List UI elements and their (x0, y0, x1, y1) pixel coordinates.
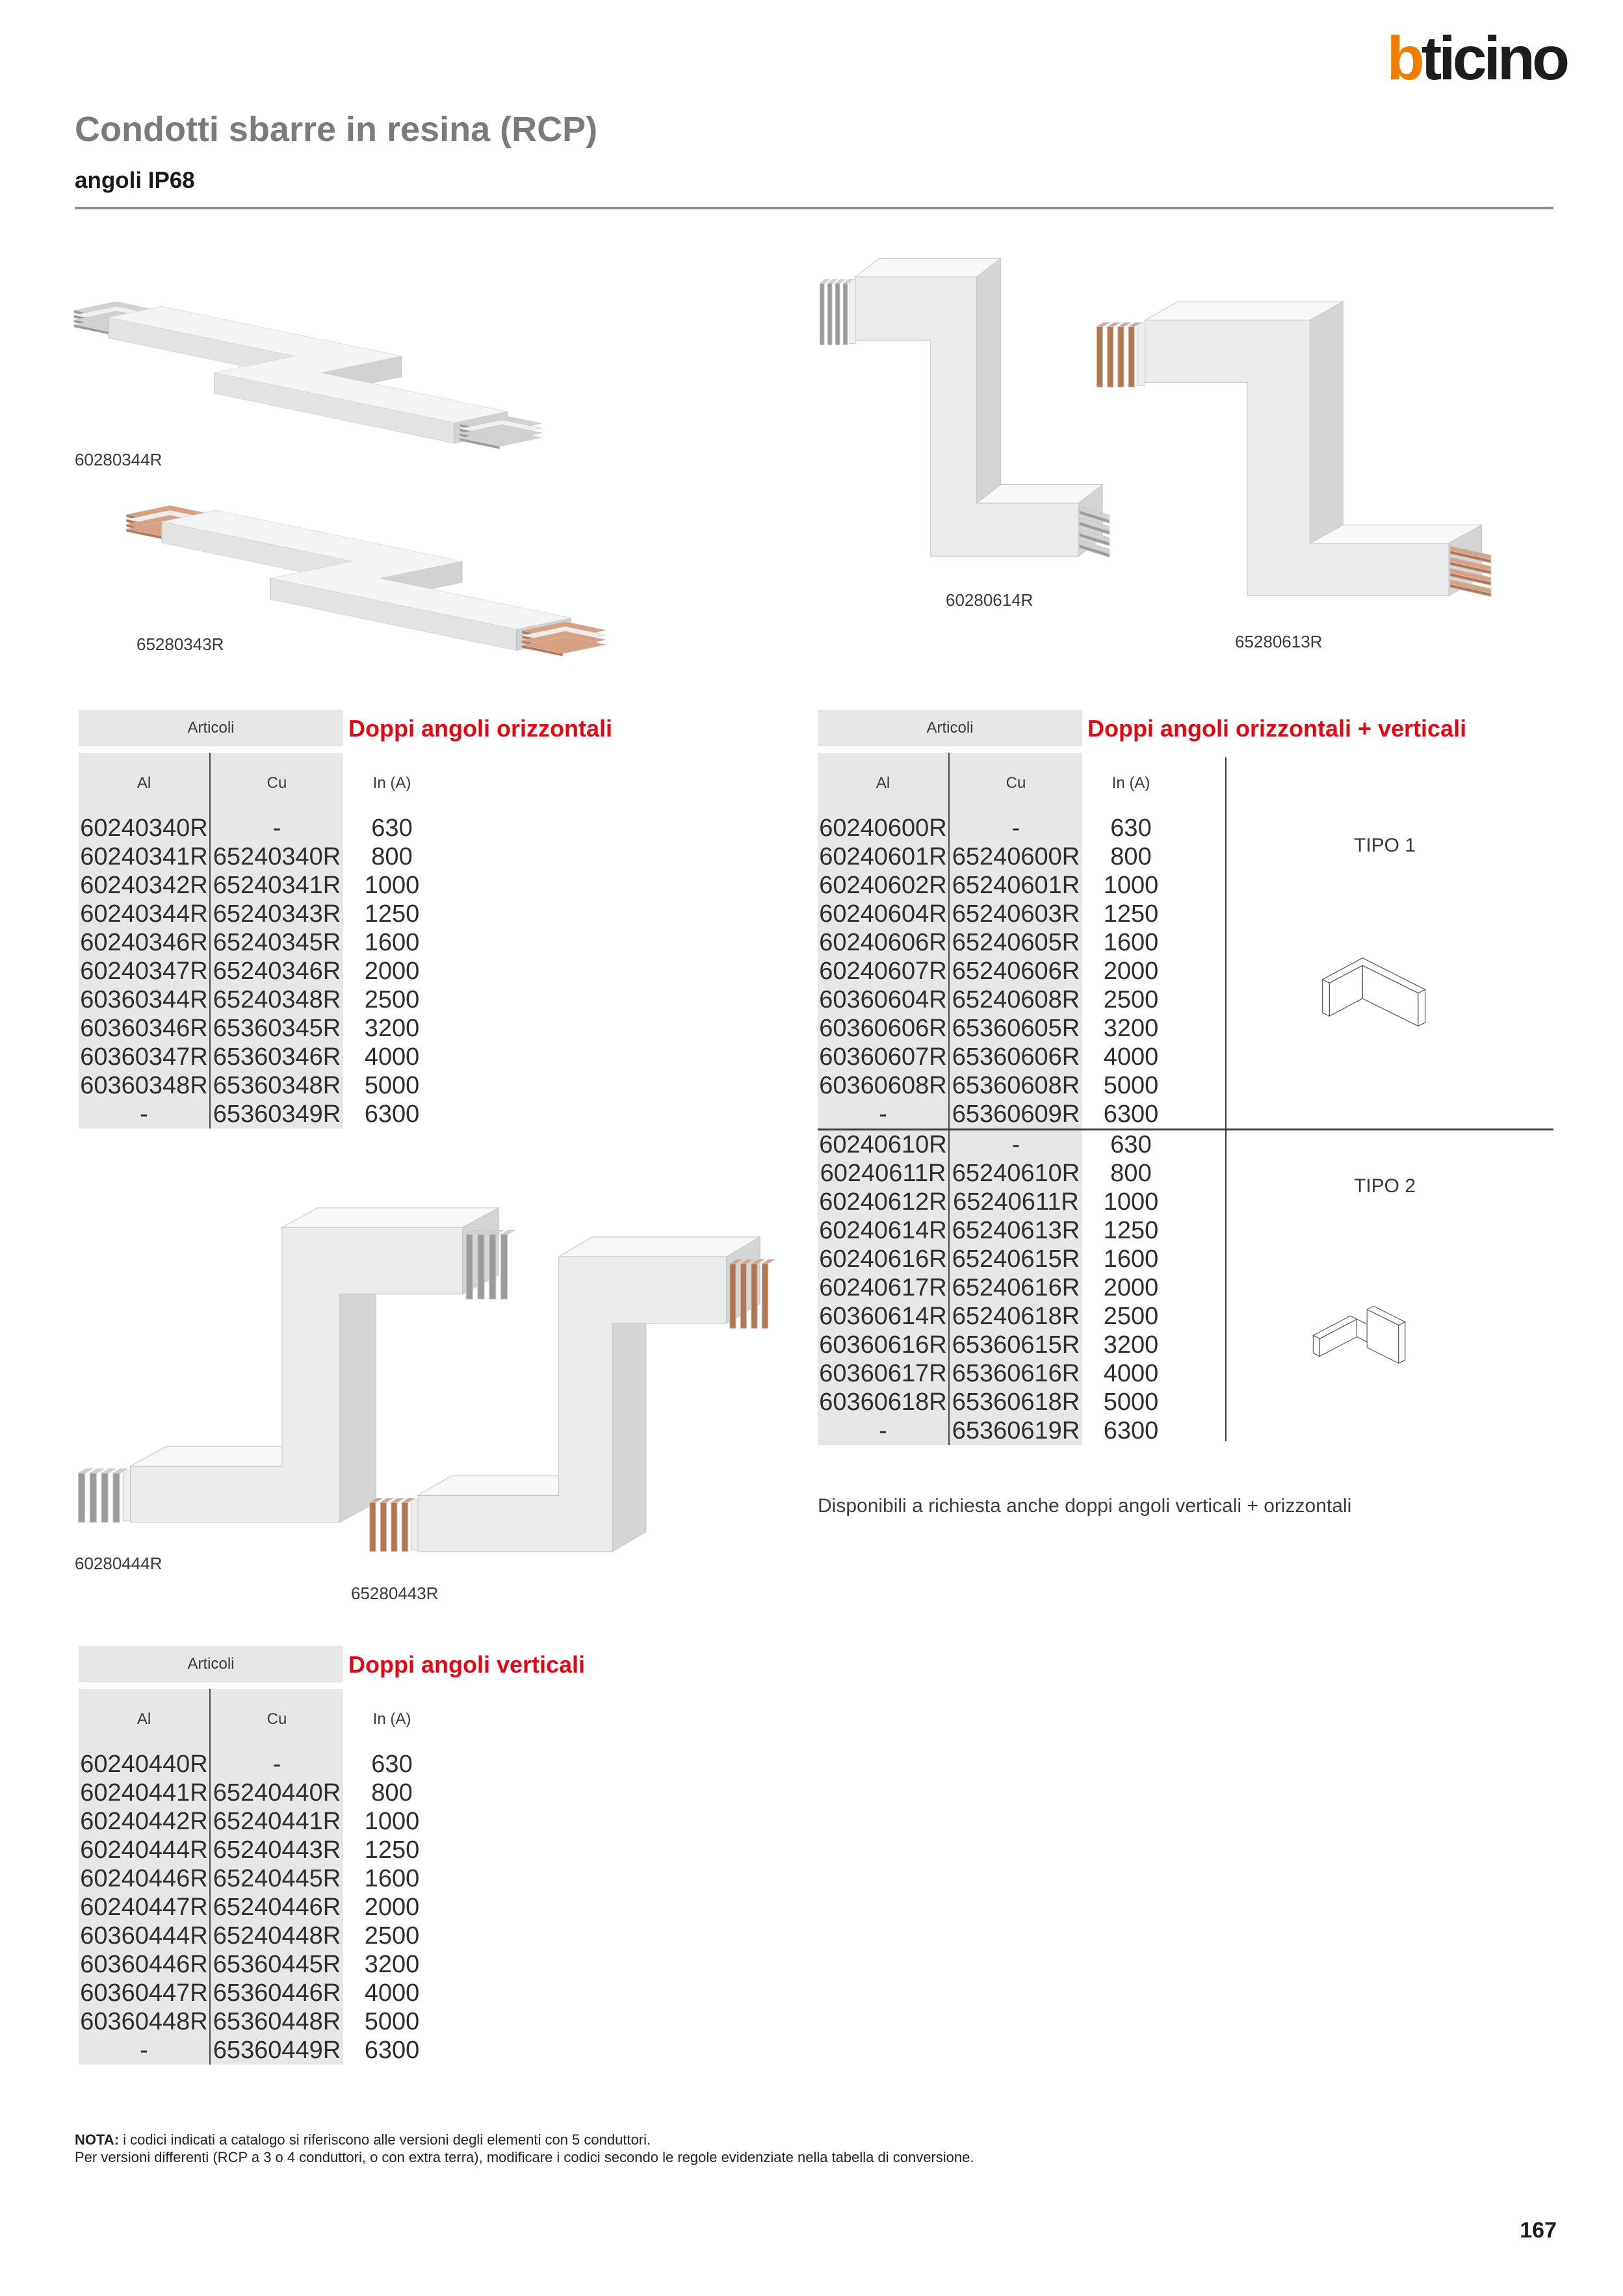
tipo1-label: TIPO 1 (1354, 835, 1416, 856)
product-code: 65280443R (351, 1584, 439, 1603)
table-cell: 630 (371, 1751, 413, 1778)
busbar-image (62, 283, 569, 453)
table-row (818, 871, 1180, 900)
table-cell: 3200 (1103, 1331, 1159, 1359)
articoli-label: Articoli (926, 719, 974, 737)
column-header-cu: Cu (950, 753, 1082, 814)
table-cell: 65360449R (211, 2036, 343, 2065)
table-cell: 65240616R (950, 1273, 1082, 1302)
table-grid (79, 753, 441, 1128)
header-divider (75, 207, 1553, 209)
table-cell: 65240606R (950, 957, 1082, 985)
table-doppi-angoli-orizzontali-verticali (818, 710, 1467, 1517)
table-cell: - (818, 1416, 950, 1445)
table-row (818, 1331, 1180, 1359)
table-cell: 60240600R (818, 814, 950, 842)
product-code: 60280444R (75, 1554, 162, 1573)
table-row (79, 871, 441, 900)
table-cell: 60360606R (818, 1014, 950, 1043)
table-cell: 4000 (364, 1979, 420, 2007)
table-cell: 65240603R (950, 900, 1082, 928)
table-cell: 65240341R (211, 871, 343, 900)
table-row (79, 985, 441, 1014)
table-row (79, 928, 441, 957)
table-row (818, 814, 1180, 842)
table-cell: 800 (1110, 843, 1152, 870)
table-cell: 65360609R (950, 1100, 1082, 1128)
table-cell: 65240611R (950, 1188, 1082, 1216)
table-cell: 65240448R (211, 1922, 343, 1950)
busbar-vertical-cu-photo (354, 1229, 777, 1580)
table-cell: 5000 (1103, 1389, 1159, 1416)
table-row (818, 957, 1180, 985)
table-cell: 60360607R (818, 1043, 950, 1071)
table-cell: 65240440R (211, 1779, 343, 1807)
table-cell: 65240605R (950, 928, 1082, 957)
note-text-1: i codici indicati a catalogo si riferiscono alle versioni degli elementi con 5 conduttori. (119, 2132, 651, 2148)
table-cell: 65360608R (950, 1071, 1082, 1100)
table-row (818, 1014, 1180, 1043)
table-cell: 60240341R (79, 842, 211, 871)
table-row (79, 1043, 441, 1071)
table-cell: - (211, 1750, 343, 1779)
table-row (818, 1159, 1180, 1188)
table-cell: 2500 (1103, 1303, 1159, 1330)
table-cell: 1250 (1103, 1217, 1159, 1244)
table-cell: 60360348R (79, 1071, 211, 1100)
articoli-label: Articoli (187, 1655, 235, 1673)
bticino-logo (1326, 24, 1566, 93)
table-row (818, 1245, 1180, 1273)
logo-text: ticino (1421, 24, 1566, 93)
table-row (818, 985, 1180, 1014)
table-cell: 65240613R (950, 1216, 1082, 1245)
table-cell: 6300 (1103, 1417, 1159, 1444)
table-cell: 65360618R (950, 1388, 1082, 1416)
table-cell: 65240618R (950, 1302, 1082, 1331)
section-heading-verticali: Doppi angoli verticali (348, 1651, 586, 1678)
product-code: 60280614R (946, 590, 1033, 610)
table-cell: 65360606R (950, 1043, 1082, 1071)
table-cell: 65360605R (950, 1014, 1082, 1043)
table-doppi-angoli-orizzontali (79, 710, 612, 1128)
table-cell: 65240346R (211, 957, 343, 985)
footer-note (75, 2131, 974, 2166)
table-cell: 800 (1110, 1160, 1152, 1187)
table-row (818, 1273, 1180, 1302)
table-row (818, 1302, 1180, 1331)
product-code: 65280613R (1235, 632, 1323, 651)
table-cell: 65360346R (211, 1043, 343, 1071)
table-cell: - (950, 1130, 1082, 1159)
table-cell: 65240441R (211, 1807, 343, 1836)
table-cell: 60360608R (818, 1071, 950, 1100)
table-cell: 2500 (1103, 986, 1159, 1013)
tipo1-diagram (1315, 931, 1435, 1038)
table-cell: 65360615R (950, 1331, 1082, 1359)
table-cell: 1250 (1103, 900, 1159, 928)
note-line-2: Per versioni differenti (RCP a 3 o 4 conduttori, o con extra terra), modificare i codici secondo le regole evidenziate nella tabella di conversione. (75, 2149, 974, 2165)
tipo2-diagram (1300, 1281, 1427, 1378)
table-cell: 60240442R (79, 1807, 211, 1836)
table-cell: 1250 (364, 900, 420, 928)
articoli-label: Articoli (187, 719, 235, 737)
table-cell: 4000 (1103, 1043, 1159, 1071)
availability-note: Disponibili a richiesta anche doppi angoli verticali + orizzontali (818, 1495, 1352, 1517)
table-row (79, 1922, 441, 1950)
table-cell: 60240342R (79, 871, 211, 900)
table-row (818, 1416, 1180, 1445)
table-cell: 3200 (364, 1015, 420, 1042)
table-cell: 60360618R (818, 1388, 950, 1416)
column-header-al: Al (79, 753, 211, 814)
table-cell: 60360617R (818, 1359, 950, 1388)
table-row (79, 957, 441, 985)
table-cell: 60240611R (818, 1159, 950, 1188)
busbar-horizontal-vertical-cu-photo (1082, 294, 1498, 622)
busbar-image (1082, 294, 1498, 622)
table-cell: 60240612R (818, 1188, 950, 1216)
table-cell: 630 (371, 815, 413, 842)
table-cell: 5000 (364, 1072, 420, 1099)
table-row (818, 1188, 1180, 1216)
table-cell: 65360349R (211, 1100, 343, 1128)
table-cell: 60240444R (79, 1836, 211, 1864)
table-cell: 60360444R (79, 1922, 211, 1950)
table-cell: 60240614R (818, 1216, 950, 1245)
table-cell: 60240440R (79, 1750, 211, 1779)
table-cell: 1600 (364, 1865, 420, 1892)
table-cell: 65240615R (950, 1245, 1082, 1273)
table-cell: 60240347R (79, 957, 211, 985)
table-row (79, 842, 441, 871)
column-header-cu: Cu (211, 1689, 343, 1750)
table-cell: 65240610R (950, 1159, 1082, 1188)
table-cell: 60360346R (79, 1014, 211, 1043)
column-header-al: Al (79, 1689, 211, 1750)
table-cell: 65240343R (211, 900, 343, 928)
table-cell: - (79, 1100, 211, 1128)
table-cell: 1000 (1103, 872, 1159, 899)
table-row (79, 1779, 441, 1807)
table-row (79, 1750, 441, 1779)
table-row (79, 1014, 441, 1043)
table-cell: 60360604R (818, 985, 950, 1014)
busbar-horizontal-al-photo (62, 283, 569, 453)
table-cell: 1000 (364, 1808, 420, 1835)
table-cell: 2000 (1103, 1274, 1159, 1301)
page-subtitle: angoli IP68 (75, 168, 195, 193)
table-row (818, 1359, 1180, 1388)
table-cell: 65360445R (211, 1950, 343, 1979)
table-row (79, 1950, 441, 1979)
page-number: 167 (1520, 2218, 1557, 2243)
table-cell: 1000 (364, 872, 420, 899)
table-cell: - (79, 2036, 211, 2065)
table-cell: 2000 (364, 958, 420, 985)
table-grid (818, 753, 1180, 1445)
table-row (79, 1836, 441, 1864)
table-cell: 5000 (364, 2008, 420, 2035)
table-cell: 60240601R (818, 842, 950, 871)
table-grid (79, 1689, 441, 2065)
table-row (79, 1893, 441, 1922)
table-row (79, 1100, 441, 1128)
table-rows (79, 1750, 441, 2065)
busbar-horizontal-vertical-al-photo (809, 250, 1115, 583)
table-cell: 1600 (1103, 1246, 1159, 1273)
articoli-header (818, 710, 1082, 746)
table-doppi-angoli-verticali (79, 1646, 586, 2065)
table-cell: 65240600R (950, 842, 1082, 871)
section-heading-orizzontali-verticali: Doppi angoli orizzontali + verticali (1087, 715, 1467, 742)
table-cell: 60360447R (79, 1979, 211, 2007)
table-cell: 60240604R (818, 900, 950, 928)
table-cell: 60360344R (79, 985, 211, 1014)
table-cell: - (211, 814, 343, 842)
column-header-in: In (A) (1111, 774, 1150, 792)
table-column-headers (79, 1689, 441, 1750)
table-cell: 800 (371, 1779, 413, 1807)
busbar-image (354, 1229, 777, 1580)
table-cell: - (950, 814, 1082, 842)
busbar-image (809, 250, 1115, 583)
table-row (79, 1979, 441, 2007)
table-cell: 60240607R (818, 957, 950, 985)
table-cell: 60240610R (818, 1130, 950, 1159)
table-row (79, 814, 441, 842)
table-cell: 65360616R (950, 1359, 1082, 1388)
table-cell: 65240446R (211, 1893, 343, 1922)
page-title: Condotti sbarre in resina (RCP) (75, 110, 598, 149)
table-row (818, 900, 1180, 928)
table-row (818, 1216, 1180, 1245)
table-cell: 60360614R (818, 1302, 950, 1331)
table-cell: 65240608R (950, 985, 1082, 1014)
table-cell: 65360348R (211, 1071, 343, 1100)
table-rows-tipo2 (818, 1130, 1180, 1445)
table-cell: 3200 (364, 1951, 420, 1978)
table-cell: 60240346R (79, 928, 211, 957)
tipo2-label: TIPO 2 (1354, 1175, 1416, 1197)
table-row (818, 1071, 1180, 1100)
product-code: 60280344R (75, 450, 162, 469)
table-cell: - (818, 1100, 950, 1128)
table-cell: 60360347R (79, 1043, 211, 1071)
table-row (818, 842, 1180, 871)
logo-letter-b: b (1386, 24, 1422, 93)
articoli-header (79, 1646, 343, 1682)
table-row (79, 1071, 441, 1100)
table-row (818, 1043, 1180, 1071)
table-cell: 630 (1110, 1131, 1152, 1158)
section-heading-orizzontali: Doppi angoli orizzontali (348, 715, 612, 742)
column-header-in: In (A) (372, 1710, 411, 1728)
table-cell: 2000 (1103, 958, 1159, 985)
table-row (79, 2007, 441, 2036)
table-row (818, 1388, 1180, 1416)
table-cell: 6300 (1103, 1101, 1159, 1128)
table-rows-tipo1 (818, 814, 1180, 1128)
table-cell: 60240617R (818, 1273, 950, 1302)
table-cell: 4000 (364, 1043, 420, 1071)
table-cell: 65360345R (211, 1014, 343, 1043)
table-row (818, 1100, 1180, 1128)
table-cell: 60240340R (79, 814, 211, 842)
table-cell: 60240344R (79, 900, 211, 928)
table-cell: 2500 (364, 1922, 420, 1950)
table-cell: 800 (371, 843, 413, 870)
table-cell: 1600 (364, 929, 420, 956)
table-cell: 60240446R (79, 1864, 211, 1893)
table-cell: 1000 (1103, 1188, 1159, 1216)
table-cell: 1600 (1103, 929, 1159, 956)
table-cell: 4000 (1103, 1360, 1159, 1387)
table-row (79, 1807, 441, 1836)
table-column-headers (79, 753, 441, 814)
table-row (79, 1864, 441, 1893)
table-row (818, 928, 1180, 957)
articoli-header (79, 710, 343, 746)
table-cell: 65240345R (211, 928, 343, 957)
column-header-cu: Cu (211, 753, 343, 814)
table-cell: 6300 (364, 2037, 420, 2064)
table-row (818, 1130, 1180, 1159)
table-cell: 60240441R (79, 1779, 211, 1807)
table-rows (79, 814, 441, 1128)
note-label: NOTA: (75, 2132, 120, 2148)
table-cell: 60240616R (818, 1245, 950, 1273)
table-cell: 2000 (364, 1894, 420, 1921)
table-cell: 60360446R (79, 1950, 211, 1979)
table-cell: 6300 (364, 1101, 420, 1128)
note-line-1 (75, 2131, 974, 2148)
table-cell: 3200 (1103, 1015, 1159, 1042)
table-cell: 60240606R (818, 928, 950, 957)
table-cell: 65240340R (211, 842, 343, 871)
table-cell: 60240447R (79, 1893, 211, 1922)
table-cell: 65240601R (950, 871, 1082, 900)
table-cell: 2500 (364, 986, 420, 1013)
table-row (79, 900, 441, 928)
table-cell: 65360619R (950, 1416, 1082, 1445)
table-cell: 60360616R (818, 1331, 950, 1359)
table-cell: 65360448R (211, 2007, 343, 2036)
table-row (79, 2036, 441, 2065)
table-cell: 65240443R (211, 1836, 343, 1864)
table-cell: 60360448R (79, 2007, 211, 2036)
table-column-headers (818, 753, 1180, 814)
table-cell: 65360446R (211, 1979, 343, 2007)
tipo-column-divider (1225, 757, 1227, 1441)
column-header-in: In (A) (372, 774, 411, 792)
table-cell: 630 (1110, 815, 1152, 842)
product-code: 65280343R (136, 634, 224, 654)
table-cell: 5000 (1103, 1072, 1159, 1099)
table-cell: 65240348R (211, 985, 343, 1014)
table-cell: 65240445R (211, 1864, 343, 1893)
column-header-al: Al (818, 753, 950, 814)
table-cell: 60240602R (818, 871, 950, 900)
table-cell: 1250 (364, 1836, 420, 1864)
